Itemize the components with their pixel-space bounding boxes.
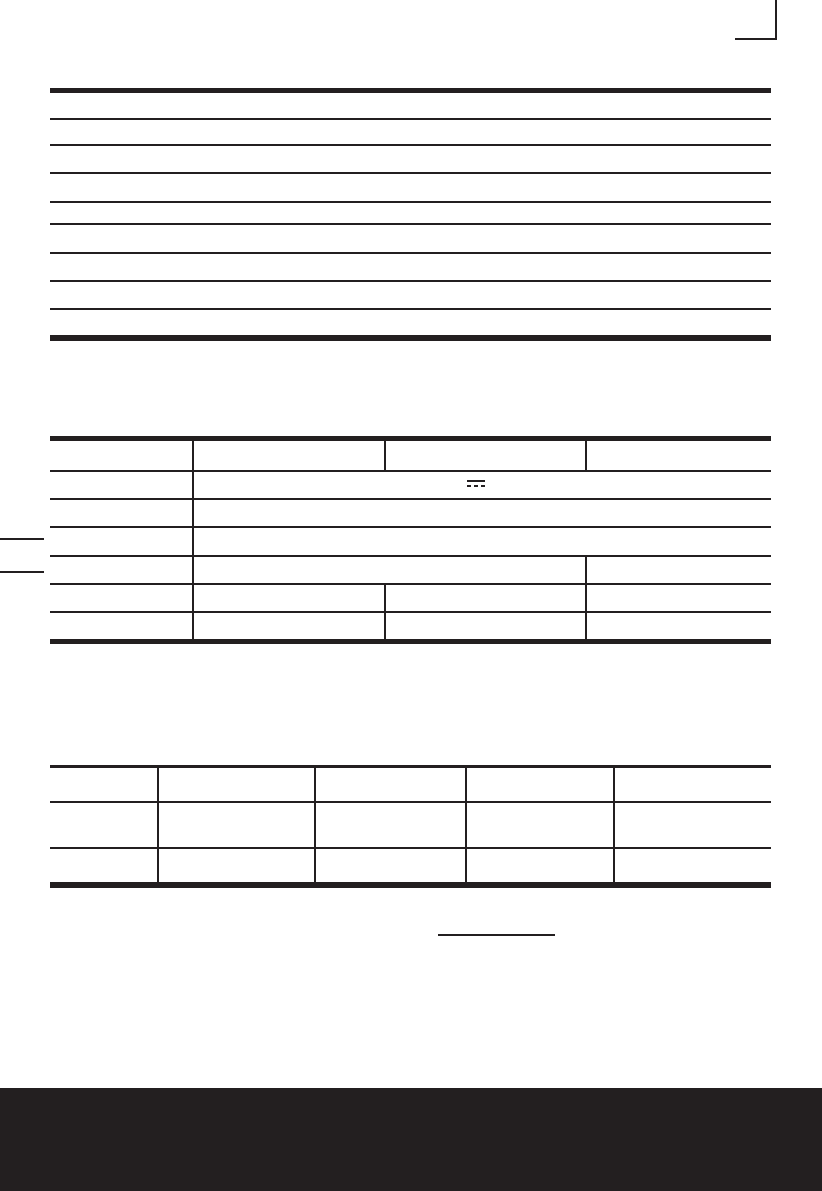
table-row-divider: [50, 611, 771, 613]
table-row-divider: [50, 118, 771, 120]
section-tab-marker-top: [0, 538, 44, 540]
column-divider: [192, 441, 194, 639]
table-bottom-rule: [50, 882, 771, 888]
table-row-divider: [50, 223, 771, 225]
column-divider: [585, 557, 587, 639]
table-row-divider: [50, 172, 771, 174]
column-divider: [384, 441, 386, 470]
reference-link-underline[interactable]: [438, 934, 555, 936]
crop-mark-vertical: [775, 0, 777, 40]
section-tab-marker-bottom: [0, 571, 44, 573]
crop-mark-horizontal: [735, 38, 777, 40]
table-row-divider: [50, 555, 771, 557]
column-divider: [157, 768, 159, 882]
table-row-divider: [50, 526, 771, 528]
column-divider: [465, 768, 467, 882]
table-row-divider: [50, 144, 771, 146]
table-bottom-rule: [50, 335, 771, 341]
table-row-divider: [50, 308, 771, 310]
column-divider: [384, 585, 386, 639]
table-row-divider: [50, 252, 771, 254]
dc-current-icon: [467, 480, 485, 488]
table-row-divider: [50, 201, 771, 203]
table-row-divider: [50, 470, 771, 472]
table-top-rule: [50, 436, 771, 441]
table-row-divider: [50, 498, 771, 500]
table-bottom-rule: [50, 639, 771, 644]
column-divider: [613, 768, 615, 882]
column-divider: [314, 768, 316, 882]
table-row-divider: [50, 280, 771, 282]
table-top-rule: [50, 88, 771, 93]
table-row-divider: [50, 583, 771, 585]
footer-band: [0, 1088, 822, 1191]
column-divider: [585, 441, 587, 470]
